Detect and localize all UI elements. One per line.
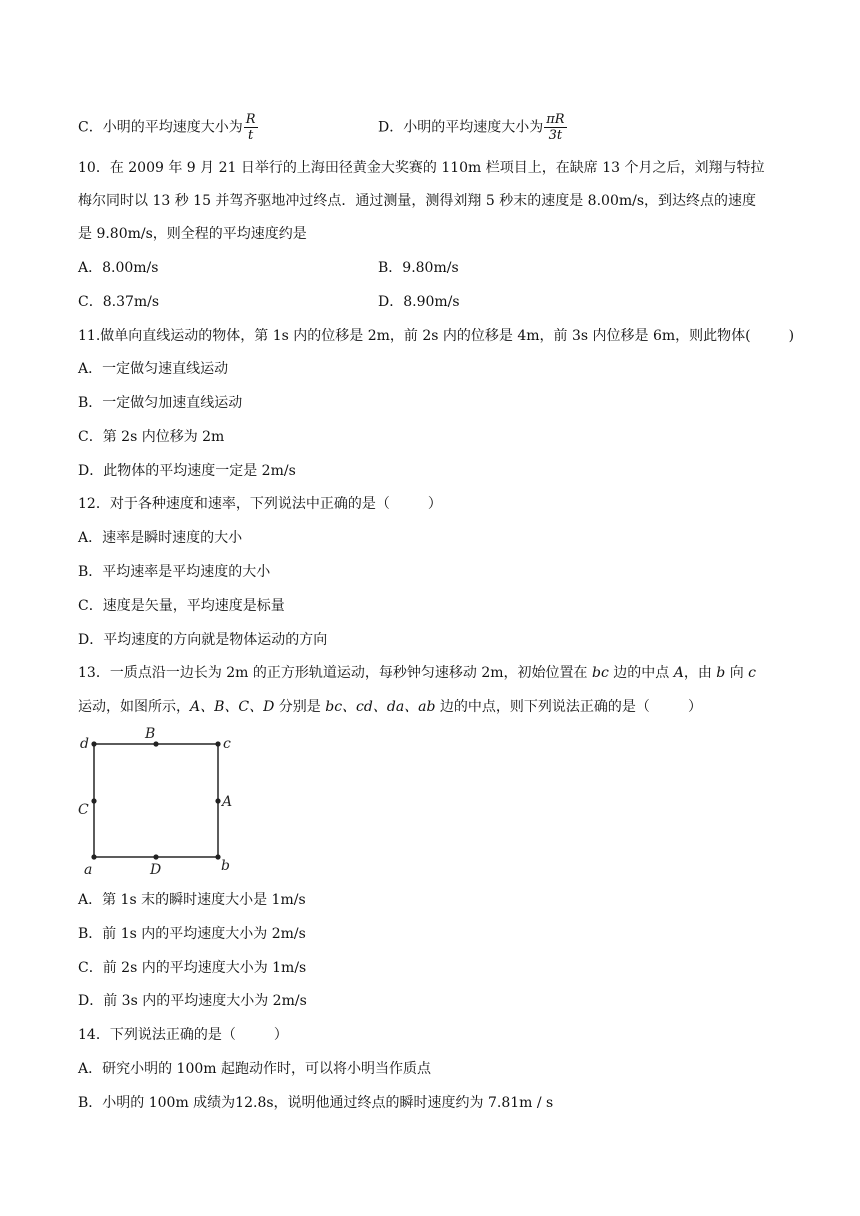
q14-stem-close: ） [273,1027,288,1043]
q11-stem [78,326,794,346]
q12-option-d: D．平均速度的方向就是物体运动的方向 [78,632,328,648]
q13-var: c [748,665,756,681]
q13-text: 边的中点 [608,665,674,681]
q9-option-c-fraction [244,112,258,143]
q13-option-d: D．前 3s 内的平均速度大小为 2m/s [78,993,307,1009]
q13-var: bc [591,665,609,681]
label-B: B [145,726,156,742]
q9-option-c-text: C．小明的平均速度大小为 [78,119,243,136]
q11-option-b: B．一定做匀加速直线运动 [78,395,243,411]
q10-stem-line2: 梅尔同时以 13 秒 15 并驾齐驱地冲过终点．通过测量，测得刘翔 5 秒末的速度是 8.00m/s，到达终点的速度 [78,193,757,209]
q13-var: A、B、C、D [190,699,275,715]
q13-option-a: A．第 1s 末的瞬时速度大小是 1m/s [78,892,306,908]
label-d: d [80,736,89,752]
q10-stem-line1: 10．在 2009 年 9 月 21 日举行的上海田径黄金大奖赛的 110m 栏项目上，在缺席 13 个月之后，刘翔与特拉 [78,160,765,176]
label-A: A [222,794,233,810]
q9-option-c [78,112,258,143]
label-a: a [84,862,93,878]
q13-stem-line2 [78,697,702,717]
q14-stem-text: 14．下列说法正确的是（ [78,1027,236,1043]
q13-text: 边的中点，则下列说法正确的是（ [435,699,650,715]
q10-option-c: C．8.37m/s [78,294,160,310]
q12-stem-close: ） [427,496,442,512]
midpoint-D-dot [153,854,158,859]
fraction-numerator: R [245,112,256,127]
q13-var: A [673,665,684,681]
q13-stem-close: ） [687,699,702,715]
fraction-numerator: πR [546,112,565,127]
fraction-denominator: t [248,128,254,143]
q10-option-a: A．8.00m/s [78,260,159,276]
square-track-figure [74,724,244,880]
q11-option-a: A．一定做匀速直线运动 [78,361,229,377]
fraction-denominator: 3t [548,128,563,143]
label-D: D [150,862,162,878]
q13-stem-line1 [78,663,756,683]
q12-stem-text: 12．对于各种速度和速率，下列说法中正确的是（ [78,496,390,512]
label-C: C [78,802,89,818]
vertex-d-dot [91,741,96,746]
label-c: c [223,736,231,752]
q11-option-d: D．此物体的平均速度一定是 2m/s [78,463,296,479]
midpoint-B-dot [153,741,158,746]
q11-stem-close: ) [788,328,795,344]
q12-option-b: B．平均速率是平均速度的大小 [78,564,271,580]
q13-option-b: B．前 1s 内的平均速度大小为 2m/s [78,926,306,942]
q13-text: 向 [725,665,749,681]
q13-var: b [716,665,726,681]
q13-text: 运动，如图所示， [78,699,190,715]
vertex-b-dot [215,854,220,859]
vertex-c-dot [215,741,220,746]
q13-text: 13．一质点沿一边长为 2m 的正方形轨道运动，每秒钟匀速移动 2m，初始位置在 [78,665,592,681]
q13-var: bc、cd、da、ab [325,699,436,715]
midpoint-A-dot [215,798,220,803]
q12-option-c: C．速度是矢量，平均速度是标量 [78,598,285,614]
q14-option-a: A．研究小明的 100m 起跑动作时，可以将小明当作质点 [78,1061,432,1077]
label-b: b [221,858,230,874]
q13-text: ，由 [683,665,717,681]
q11-stem-text: 11.做单向直线运动的物体，第 1s 内的位移是 2m，前 2s 内的位移是 4m，前 3s 内位移是 6m，则此物体( [78,328,751,344]
q12-option-a: A．速率是瞬时速度的大小 [78,530,243,546]
q10-option-d: D．8.90m/s [378,294,460,310]
q12-stem [78,494,442,514]
vertex-a-dot [91,854,96,859]
q9-option-d-text: D．小明的平均速度大小为 [378,119,544,136]
q14-option-b: B．小明的 100m 成绩为12.8s，说明他通过终点的瞬时速度约为 7.81m / s [78,1095,554,1111]
q9-option-d [378,112,567,143]
q14-stem [78,1025,288,1045]
q11-option-c: C．第 2s 内位移为 2m [78,429,225,445]
midpoint-C-dot [91,798,96,803]
q9-option-d-fraction [544,112,566,143]
q10-option-b: B．9.80m/s [378,260,459,276]
square-track [94,744,218,857]
q13-text: 分别是 [274,699,326,715]
q13-option-c: C．前 2s 内的平均速度大小为 1m/s [78,960,307,976]
q10-stem-line3: 是 9.80m/s，则全程的平均速度约是 [78,226,307,242]
